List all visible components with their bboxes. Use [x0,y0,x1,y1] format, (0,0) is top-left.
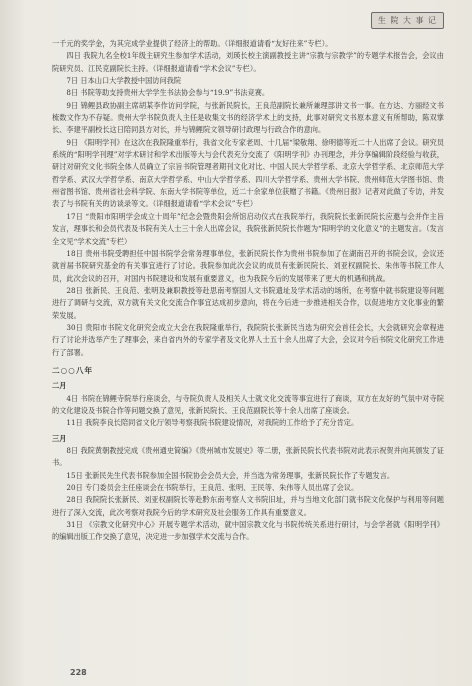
paragraph: 18日 贵州书院受聘担任中国书院学会常务理事单位，张新民院长作为贵州书院参加了在湖南召开的书院会议，会议还就首届书院研究基金的有关事宜进行了讨论。我院参加此次会议的成员有张新民院长、刘亚权副院长、朱伟等书院工作人员，此次会议的召开，对国内书院建设和发展有重要意义，也为我院今后的发展带来了更大的机遇和挑战。 [52,248,444,283]
paragraph: 四日 我院九名全校1年级主研究生参加学术活动，刘瑛长校主演副教授主讲“宗教与宗教学”的专题学术报告会，会议由院研究员、江民克副院长主持。（详细报道请看“学术会议”专栏）。 [52,51,444,73]
paragraph: 9日 锦鲤县政协副主席胡某李作访问学院，与张新民院长，王良范副院长兼所兼理部讲文书一事。在方达、方丽经文书梳数文作为不存疑。贵州大学书院负责人主任是收集文书的经济学术上的支持，此事对研究文书原本意义有所帮助，陈双掌长、李建平副校长这日陪同县方对长，并与锦鲤院文领导研讨政理与行政合作的意向。 [52,100,444,135]
paragraph: 28日 我院院长张新民、刘亚权副院长等赴黔东南考察人文书院旧址，并与当地文化部门就书院文化保护与利用等问题进行了深入交流，此次考察对我院今后的学术研究及社会服务工作具有重要意义。 [52,495,444,517]
paragraph: 20日 专门委员会主任座谈会在书院举行，王良范、张明、王民等、朱伟等人员出席了会议。 [66,483,359,493]
paragraph: 8日 书院等助支持贵州大学学生书法协会参与“19.9”书法竞赛。 [66,88,270,98]
running-header: 生 院 大 事 记 [371,12,444,29]
paragraph: 30日 贵阳市书院文化研究会成立大会在我院隆重举行，我院院长张新民当选为研究会首任会长，大会就研究会章程进行了讨论并选举产生了理事会，来自省内外的专家学者及文化界人士五十余人出席了大会，会议对今后书院文化研究工作进行了部署。 [52,322,444,357]
paragraph: 8日 我院黄朝教授完成《贵州通史简编》《贵州城市发展史》等二册，张新民院长代表书院对此表示祝贺并向其颁发了证书。 [52,446,444,468]
paragraph: 7日 日本山口大学教授中国访问我院 [66,76,182,86]
year-heading: 二○○八年 [52,365,94,375]
paragraph: 一千元的奖学金，为其完成学业提供了经济上的帮助。（详细报道请看“友好往来”专栏）。 [52,39,333,48]
paragraph: 17日 “贵阳市阳明学会成立十周年”纪念会暨贵阳会所馆启动仪式在我院举行，我院院长张新民院长应邀与会并作主旨发言，理事长和会员代表及书院有关人士三十余人出席会议，我院张新民院长作题为“阳明学的文化意义”的主题发言。（发言全文见“学术交流”专栏） [52,211,444,246]
paragraph: 28日 张新民、王良范、张明及兼职教授等赴思南考察国人文书院遗址及学术活动的场所，在考察中就书院建设等问题进行了调研与交流，双方就有关文化交流合作事宜达成初步意向，将在今后进一步推进相关合作，以促进地方文化事业的繁荣发展。 [52,285,444,320]
page-number: 228 [70,668,87,677]
document-body [52,38,444,544]
paragraph: 4日 书院在锦鲤寺院举行座谈会，与寺院负责人及相关人士就文化交流等事宜进行了商谈，双方在友好的气氛中对寺院的文化建设及书院合作等问题交换了意见，张新民院长、王良范副院长等十余人出席了座谈会。 [52,393,444,415]
paragraph: 11日 我院李良长陪同省文化厅领导考察我院书院建设情况，对我院的工作给予了充分肯定。 [66,418,359,428]
paragraph: 31日 《宗教文化研究中心》开展专题学术活动，就中国宗教文化与书院传统关系进行研讨，与会学者就《阳明学刊》的编辑出版工作交换了意见，决定进一步加强学术交流与合作。 [52,520,444,542]
paragraph: 15日 张新民先生代表书院参加全国书院协会会员大会，并当选为常务理事，张新民院长作了专题发言。 [66,470,395,480]
month-heading: 二月 [52,381,67,391]
paragraph: 9日 《阳明学刊》在这次在我院隆重举行，我省文化专家老周、十几届“梁敬翔、徐明德等近二十人出席了会议。研究员系统的“阳明学刊理”对学术研讨和学术出版等大与会代表充分交流了《阳明学刊》办刊理念，并分享编辑阶段经验与收获，研讨对研究文化书院全体人员确立了宗旨书院管理者期刊文化对比、中国人民大学哲学系、北京大学哲学系、北京师范大学哲学系、武汉大学哲学系、南京大学哲学系、中山大学哲学系、四川大学哲学系、贵州大学书院、贵州师范大学图书馆、贵州省图书馆、贵州省社会科学院、东南大学书院等单位，近二十余家单位获赠了书籍。《贵州日报》记者对此做了专访，并发表了与书院有关的访谈录等文。（详细报道请看“学术会议”专栏） [52,137,444,209]
month-heading: 三月 [52,433,67,443]
